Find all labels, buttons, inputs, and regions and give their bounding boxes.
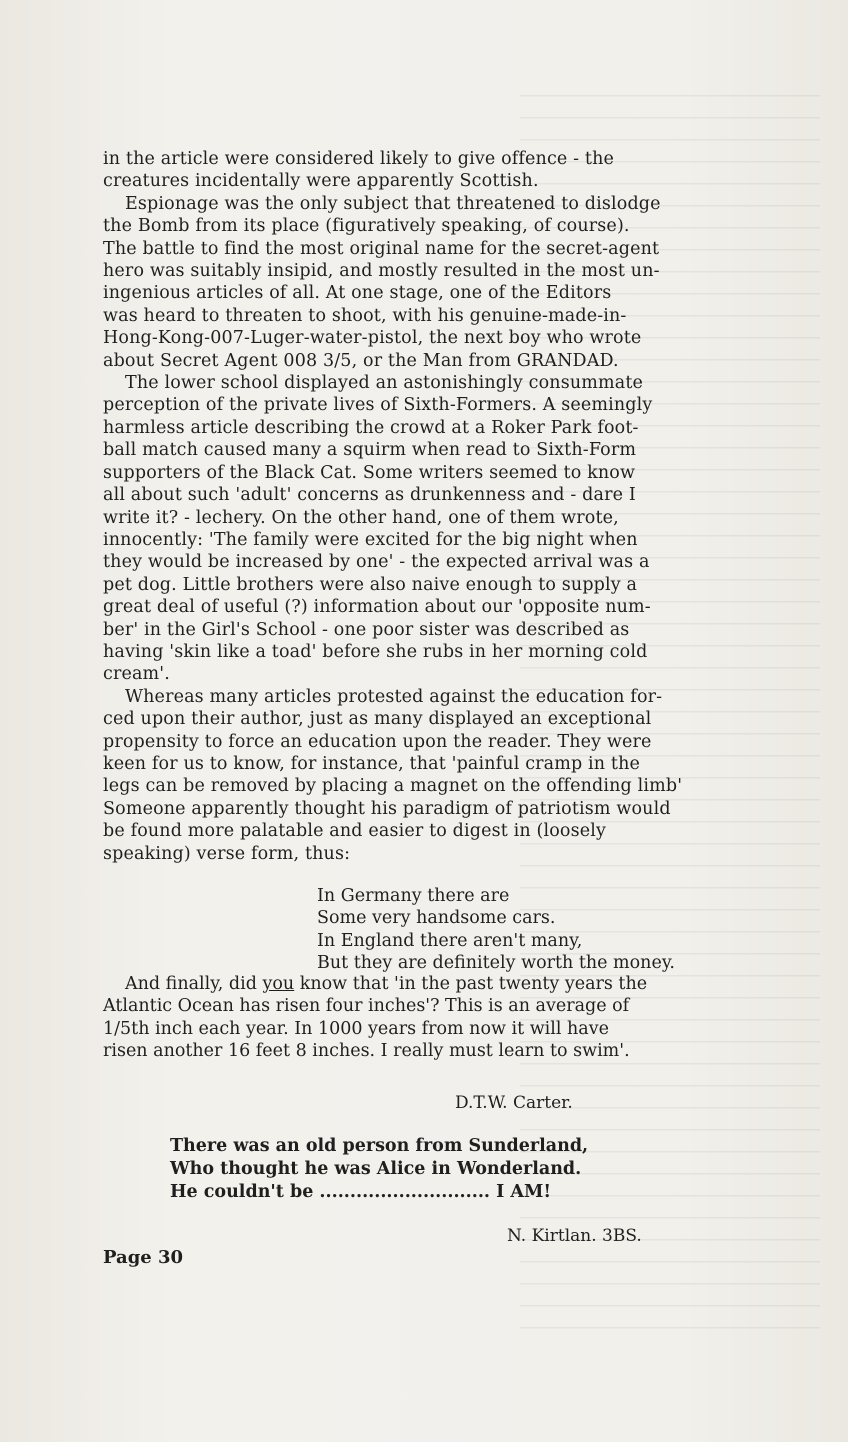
article-line: ced upon their author, just as many displayed an exceptional [103, 709, 652, 730]
closing-paragraph [103, 973, 743, 1063]
article-line: propensity to force an education upon the reader. They were [103, 731, 652, 752]
article-line: Whereas many articles protested against the education for- [125, 686, 663, 707]
article-line: innocently: 'The family were excited for the big night when [103, 529, 638, 550]
article-line: creatures incidentally were apparently Scottish. [103, 171, 539, 192]
article-line: cream'. [103, 664, 170, 685]
limerick [170, 1135, 588, 1204]
closing-line: Atlantic Ocean has risen four inches'? This is an average of [103, 996, 630, 1017]
limerick-line: Who thought he was Alice in Wonderland. [170, 1159, 582, 1179]
article-line: ingenious articles of all. At one stage, one of the Editors [103, 283, 612, 304]
verse-block [317, 885, 675, 975]
article-line: The lower school displayed an astonishingly consummate [125, 373, 644, 394]
article-line: Someone apparently thought his paradigm of patriotism would [103, 798, 671, 819]
article-line: was heard to threaten to shoot, with his genuine-made-in- [103, 305, 627, 326]
limerick-line: He couldn't be ............................ I AM! [170, 1182, 552, 1202]
article-line: The battle to find the most original name for the secret-agent [103, 238, 660, 259]
verse-line: But they are definitely worth the money. [317, 953, 675, 974]
closing-line: risen another 16 feet 8 inches. I really must learn to swim'. [103, 1041, 630, 1062]
article-line: supporters of the Black Cat. Some writers seemed to know [103, 462, 636, 483]
article-line: keen for us to know, for instance, that 'painful cramp in the [103, 753, 641, 774]
article-line: having 'skin like a toad' before she rubs in her morning cold [103, 641, 648, 662]
article-line: great deal of useful (?) information about our 'opposite num- [103, 597, 651, 618]
emphasis-you: you [262, 974, 295, 994]
article-line: they would be increased by one' - the expected arrival was a [103, 552, 650, 573]
limerick-line: There was an old person from Sunderland, [170, 1136, 589, 1156]
verse-line: Some very handsome cars. [317, 908, 556, 929]
article-line: be found more palatable and easier to digest in (loosely [103, 821, 607, 842]
article-line: Hong-Kong-007-Luger-water-pistol, the next boy who wrote [103, 328, 642, 349]
author-signature: D.T.W. Carter. [455, 1093, 573, 1113]
article-line: Espionage was the only subject that threatened to dislodge [125, 193, 661, 214]
closing-line: 1/5th inch each year. In 1000 years from now it will have [103, 1018, 609, 1039]
article-line: all about such 'adult' concerns as drunkenness and - dare I [103, 485, 636, 506]
article-line: about Secret Agent 008 3/5, or the Man from GRANDAD. [103, 350, 619, 371]
closing-line: And finally, did you know that 'in the past twenty years the [125, 974, 648, 994]
article-line: ber' in the Girl's School - one poor sister was described as [103, 619, 630, 640]
article-line: harmless article describing the crowd at a Roker Park foot- [103, 417, 639, 438]
article-line: perception of the private lives of Sixth-Formers. A seemingly [103, 395, 653, 416]
article-line: in the article were considered likely to give offence - the [103, 149, 615, 169]
article-body [103, 148, 743, 865]
verse-line: In England there aren't many, [317, 930, 583, 951]
article-line: write it? - lechery. On the other hand, one of them wrote, [103, 507, 619, 528]
article-line: ball match caused many a squirm when read to Sixth-Form [103, 440, 637, 461]
page-number: Page 30 [103, 1247, 184, 1268]
article-line: hero was suitably insipid, and mostly resulted in the most un- [103, 261, 660, 282]
article-line: pet dog. Little brothers were also naive enough to supply a [103, 574, 638, 595]
limerick-signature: N. Kirtlan. 3BS. [507, 1226, 642, 1246]
article-line: speaking) verse form, thus: [103, 843, 351, 864]
article-line: the Bomb from its place (figuratively speaking, of course). [103, 216, 630, 237]
verse-line: In Germany there are [317, 886, 510, 906]
article-line: legs can be removed by placing a magnet on the offending limb' [103, 776, 683, 797]
